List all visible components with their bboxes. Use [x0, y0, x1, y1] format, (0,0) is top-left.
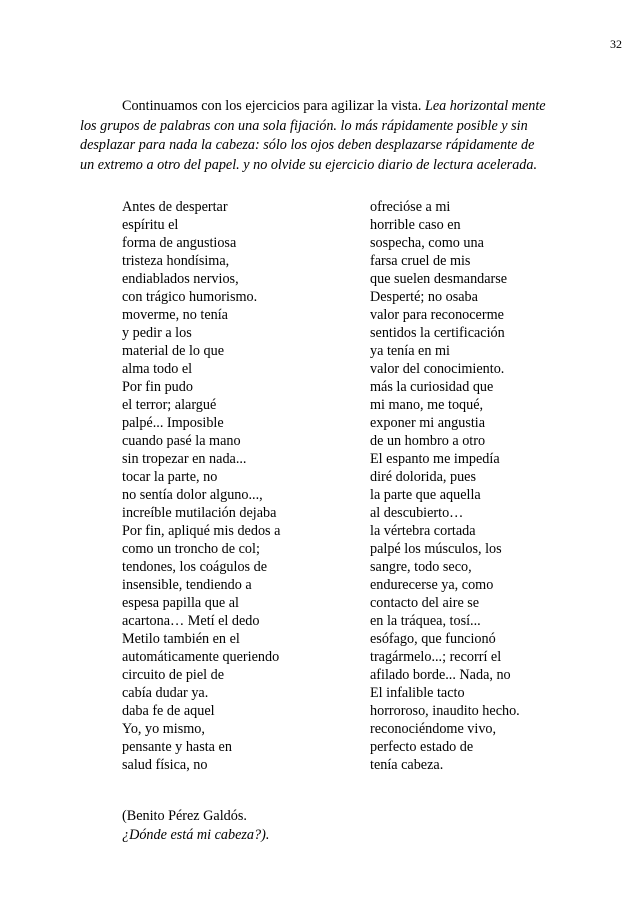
- text-line: esófago, que funcionó: [370, 631, 496, 647]
- text-line: reconociéndome vivo,: [370, 721, 497, 737]
- text-line: moverme, no tenía: [122, 307, 228, 323]
- text-line: endiablados nervios,: [122, 271, 239, 287]
- text-line: al descubierto…: [370, 505, 464, 521]
- intro-line-3: desplazar para nada la cabeza: sólo los ojos deben desplazarse rápidamente de: [80, 137, 535, 153]
- text-line: el terror; alargué: [122, 397, 217, 413]
- text-line: tocar la parte, no: [122, 469, 218, 485]
- text-line: afilado borde... Nada, no: [370, 667, 511, 683]
- text-line: endurecerse ya, como: [370, 577, 494, 593]
- text-line: salud física, no: [122, 757, 208, 773]
- intro-line-2: los grupos de palabras con una sola fijación. lo más rápidamente posible y sin: [80, 117, 528, 134]
- text-line: Yo, yo mismo,: [122, 721, 205, 737]
- text-line: sangre, todo seco,: [370, 559, 472, 575]
- intro-line-1: [80, 97, 580, 117]
- text-line: como un troncho de col;: [122, 541, 260, 557]
- text-line: increíble mutilación dejaba: [122, 505, 277, 521]
- text-line: tendones, los coágulos de: [122, 559, 267, 575]
- text-line: en la tráquea, tosí...: [370, 613, 481, 629]
- text-line: más la curiosidad que: [370, 379, 494, 395]
- text-line: cuando pasé la mano: [122, 433, 241, 449]
- intro-italic-text: Lea horizontal mente: [424, 98, 546, 114]
- citation-title: ¿Dónde está mi cabeza?).: [122, 827, 270, 843]
- text-line: tenía cabeza.: [370, 757, 444, 773]
- text-line: farsa cruel de mis: [370, 253, 471, 269]
- intro-normal-text: Continuamos con los ejercicios para agilizar la vista.: [122, 98, 425, 114]
- text-line: daba fe de aquel: [122, 703, 215, 719]
- text-line: la vértebra cortada: [370, 523, 476, 539]
- text-line: valor para reconocerme: [370, 307, 504, 323]
- page-number: 32: [610, 37, 622, 51]
- intro-line-4: un extremo a otro del papel. y no olvide su ejercicio diario de lectura acelerada.: [80, 156, 538, 173]
- text-line: mi mano, me toqué,: [370, 397, 484, 413]
- text-line: ya tenía en mi: [370, 343, 450, 359]
- text-line: sospecha, como una: [370, 235, 484, 251]
- text-line: pensante y hasta en: [122, 739, 232, 755]
- text-line: horrible caso en: [370, 217, 461, 233]
- text-line: forma de angustiosa: [122, 235, 237, 251]
- citation: [122, 807, 269, 845]
- text-line: circuito de piel de: [122, 667, 225, 683]
- text-line: sentidos la certificación: [370, 325, 505, 341]
- text-line: Antes de despertar: [122, 199, 228, 215]
- text-line: diré dolorida, pues: [370, 469, 476, 485]
- text-line: que suelen desmandarse: [370, 271, 508, 287]
- text-line: El espanto me impedía: [370, 451, 500, 467]
- citation-author: (Benito Pérez Galdós.: [122, 808, 247, 824]
- text-line: El infalible tacto: [370, 685, 465, 701]
- text-line: contacto del aire se: [370, 595, 480, 611]
- text-line: espesa papilla que al: [122, 595, 239, 611]
- left-column: [122, 198, 280, 774]
- text-line: tristeza hondísima,: [122, 253, 230, 269]
- intro-paragraph: [80, 97, 580, 175]
- text-line: horroroso, inaudito hecho.: [370, 703, 520, 719]
- text-line: y pedir a los: [122, 325, 192, 341]
- text-line: con trágico humorismo.: [122, 289, 258, 305]
- text-line: alma todo el: [122, 361, 193, 377]
- text-line: de un hombro a otro: [370, 433, 486, 449]
- right-column: [370, 198, 520, 774]
- text-line: sin tropezar en nada...: [122, 451, 247, 467]
- text-line: insensible, tendiendo a: [122, 577, 252, 593]
- text-line: cabía dudar ya.: [122, 685, 209, 701]
- text-line: palpé los músculos, los: [370, 541, 502, 557]
- text-line: automáticamente queriendo: [122, 649, 280, 665]
- text-line: Metilo también en el: [122, 631, 240, 647]
- text-line: valor del conocimiento.: [370, 361, 505, 377]
- text-line: material de lo que: [122, 343, 225, 359]
- text-line: espíritu el: [122, 217, 179, 233]
- text-line: palpé... Imposible: [122, 415, 224, 431]
- text-line: Por fin pudo: [122, 379, 193, 395]
- text-line: Por fin, apliqué mis dedos a: [122, 523, 281, 539]
- text-line: no sentía dolor alguno...,: [122, 487, 263, 503]
- text-line: Desperté; no osaba: [370, 289, 478, 305]
- text-line: la parte que aquella: [370, 487, 481, 503]
- text-line: ofrecióse a mi: [370, 199, 451, 215]
- text-line: tragármelo...; recorrí el: [370, 649, 502, 665]
- text-line: acartona… Metí el dedo: [122, 613, 260, 629]
- text-line: exponer mi angustia: [370, 415, 486, 431]
- text-line: perfecto estado de: [370, 739, 474, 755]
